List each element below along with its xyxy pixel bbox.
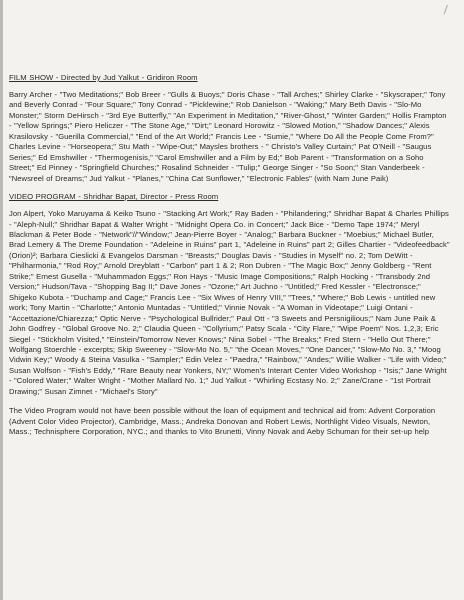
video-program-list: Jon Alpert, Yoko Maruyama & Keiko Tsuno - "Stacking Art Work;" Ray Baden - "Philandering;" Shridhar Bapat & Charles Phillips - "Aleph-Null;" Shridhar Bapat & Walter Wright - "Midnight Opera Co. in Concert;" Jack Bice - "Demo Tape 1974;" Meryl Blackman & Peter Bode - "Network"//"Window;" Jean-Pierre Boyer - "Analog;" Barbara Buckner - "Moebius;" Michael Butler, Brad Lemery & The Dreme Foundation - "Adeleine in Ruins" part 1, "Adeleine in Ruins" part 2; Gilles Chartier - "Videofeedback" (Orion)²; Barbara Cieslicki & Evangelos Darsman - "Breasts;" Douglas Davis - "Studies in Myself" no. 2; Tom DeWitt - "Philharmonia," "Rod Roy;" Arnold Dreyblatt - "Carbon" part 1 & 2; Ron Dubren - "The Magic Box;" Jenny Goldberg - "Rent Strike;" Ernest Gusella - "Muhammadon Eggs;" Ron Hays - "Music Image Compositions;" Ralph Hocking - "Transbody 2nd Version;" Hudson/Tava - "Shopping Bag II;" Dave Jones - "Ozone;" Art Juchno - "Untitled;" Fred Kessler - "Electronsce;" Shigeko Kubota - "Duchamp and Cage;" Francis Lee - "Six Wives of Henry VIII," "Trees," "Where;" Bob Lewis - untitled new work; Tony Martin - "Charlotte;" Antonio Muntadas - "Untitled;" Vinnie Novak - "A Woman in Videotape;" Luigi Ontani - "Accettazione/Chiarezza;" Optic Nerve - "Psychological Bullrider;" Paul Ott - "3 Sweets and Persnigilious;" Nam June Paik & John Godfrey - "Global Groove No. 2;" Claudia Queen - "Collyrium;" Patsy Scala - "City Flare," "Wipe Poem" Nos. 1,2,3; Eric Siegel - "Stickholm Visited," "Einstein/Tomorrow Never Knows;" Nina Sobel - "The Breaks;" Fred Stern - "Hello Out There;" Wolfgang Stoerchle - excerpts; Skip Sweeney - "Slow-Mo No. 5," "the Ocean Moves," "One Dancer," "Slow-Mo No. 3," "Moog Vidwin Key;" Woody & Steina Vasulka - "Sampler;" Edin Velez - "Paedra," "Rainbow," "Andes;" Willie Walker - "Life with Video;" Susan Wolfson - "Fish's Eddy," "Rare Beauty near Yonkers, NY;" Women's Interart Center Video Workshop - "Isis;" Jane Wright - "Colored Water;" Walter Wright - "Mother Mallard No. 1;" Jud Yalkut - "Whirling Ecstasy No. 2;" Zane/Crane - "1st Portrait Drawing;" Susan Zimnet - "Michael's Story" bbox=[9, 209, 450, 396]
page-edge-shadow bbox=[0, 0, 3, 600]
film-show-heading: FILM SHOW - Directed by Jud Yalkut - Gridiron Room bbox=[9, 73, 198, 82]
program-content bbox=[9, 73, 451, 438]
film-show-list: Barry Archer - "Two Meditations;" Bob Breer - "Gulls & Buoys;" Doris Chase - "Tall Arches;" Shirley Clarke - "Skyscraper;" Tony and Beverly Conrad - "Four Square;" Tony Conrad - "Picklewine;" Rob Danielson - "Waking;" Mary Beth Davis - "Slo-Mo Monster;" Storm DeHirsch - "3rd Eye Butterfly," "An Experiment in Meditation," "River-Ghost," "Winter Garden;" Hollis Frampton - "Yellow Springs;" Piero Heliczer - "The Stone Age," "Dirt;" Leonard Horowitz - "Slowed Motion," "Shadow Dances;" Alexis Krasilovsky - "Guerilla Commercial," "End of the Art World;" Francis Lee - "Sumie," "Where Do All the People Come From?" Charles Levine - "Horseopera;" Stu Math - "Wipe-Out;" Maysles brothers - " Christo's Valley Curtain;" Pat O'Neill - "Saugus Series;" Ed Emshwiller - "Thermogenisis," "Carol Emshwiller and a Film by Ed;" Bob Parent - "Transformation on a Soho Street;" Ed Pinney - "Springfield Churches;" Rosalind Schneider - "Tulip;" George Singer - "So Soon;" Stan Vanderbeek - "Newsreel of Dreams;" Jud Yalkut - "Planes," "China Cat Sunflower," "Electronic Fables" (with Nam June Paik) bbox=[9, 90, 447, 183]
section-spacer bbox=[9, 184, 451, 192]
acknowledgment-paragraph: The Video Program would not have been possible without the loan of equipment and technical aid from: Advent Corporation (Advent Color Video Projector), Cambridge, Mass.; Andreka Donovan and Robert Lewis, Northlight Video Visuals, Newton, Mass.; Technisphere Corporation, NYC.; and thanks to Vito Brunetti, Vinny Novak and Aeby Schuman for their set-up help bbox=[9, 406, 436, 437]
section-spacer bbox=[9, 397, 451, 406]
pencil-mark bbox=[444, 5, 456, 17]
video-program-section bbox=[9, 192, 451, 397]
video-program-heading: VIDEO PROGRAM - Shridhar Bapat, Director - Press Room bbox=[9, 192, 219, 202]
film-show-section bbox=[9, 73, 451, 184]
